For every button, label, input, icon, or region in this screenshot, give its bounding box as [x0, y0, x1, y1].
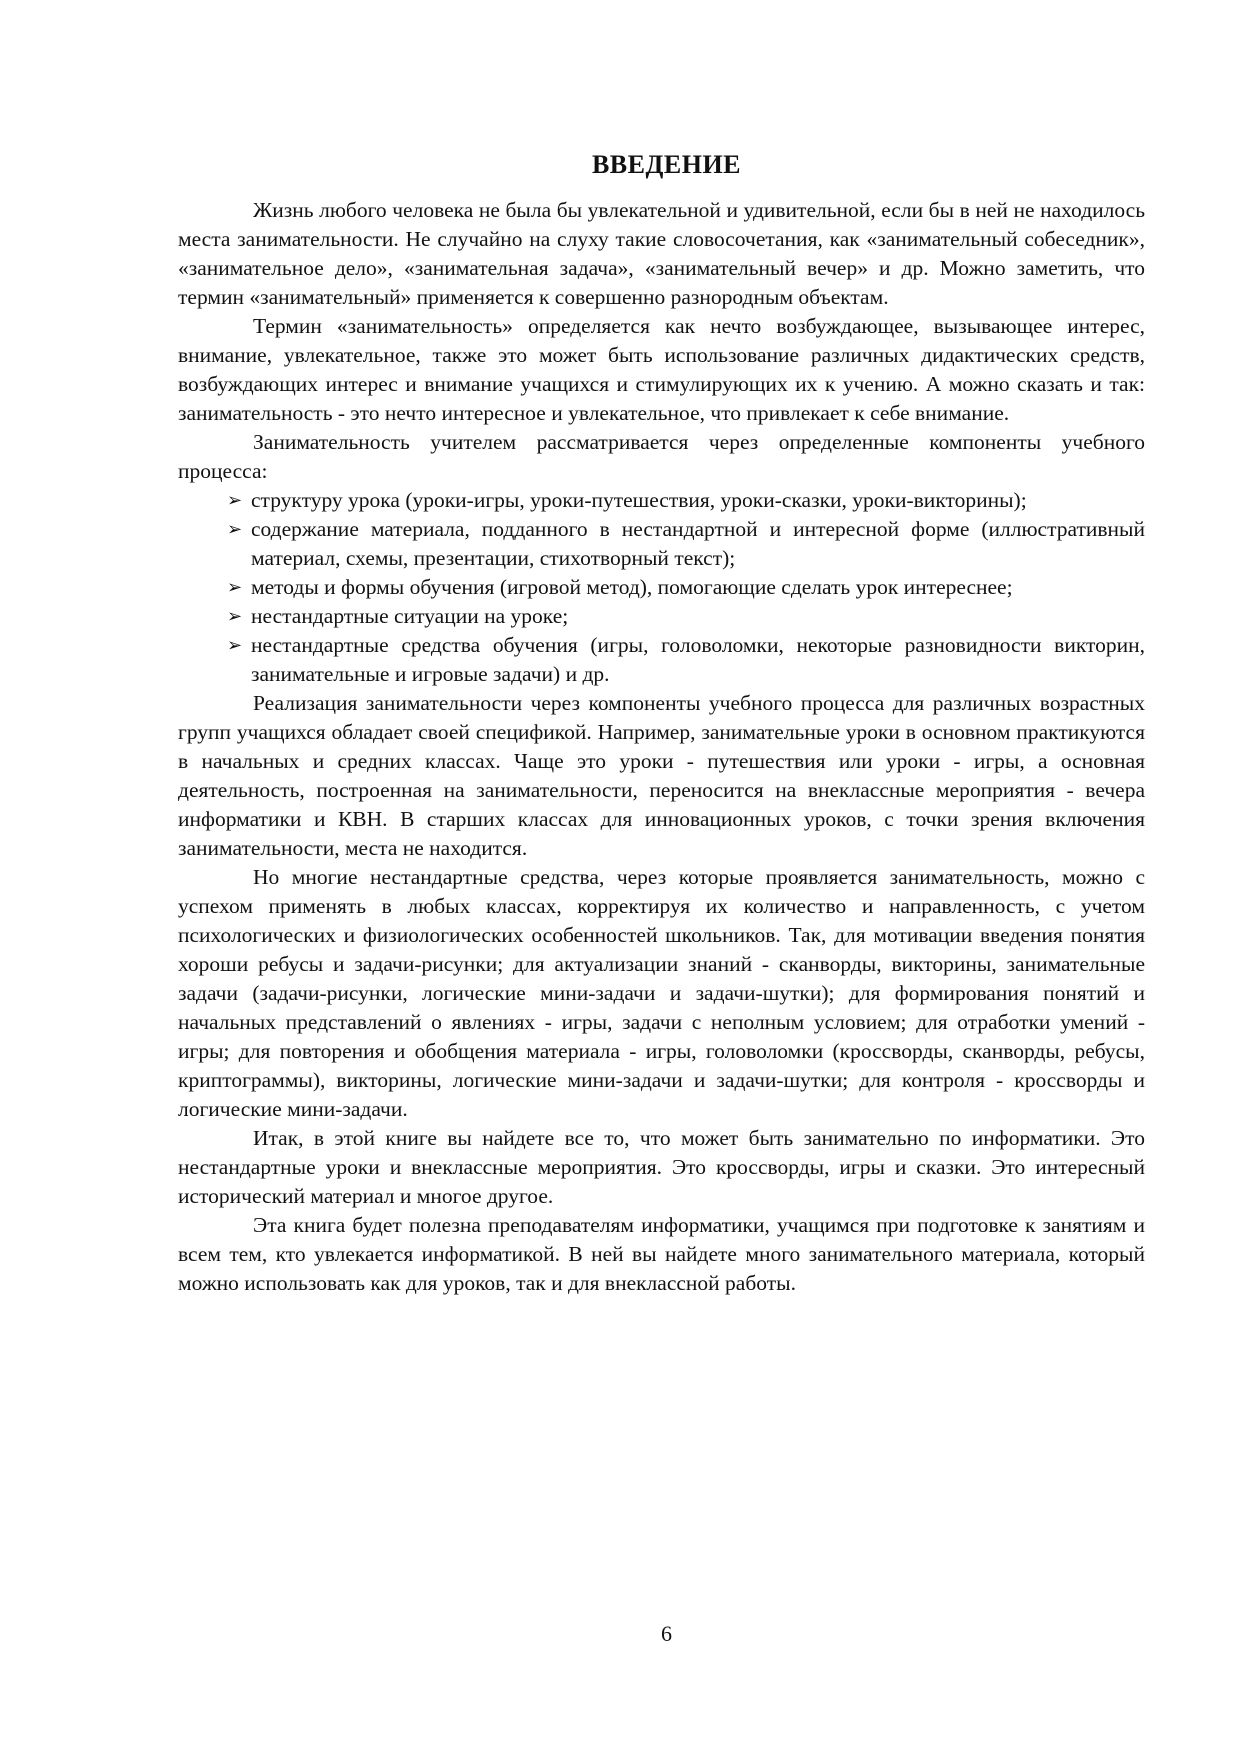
- paragraph-definition: Термин «занимательность» определяется как нечто возбуждающее, вызывающее интерес, внимание, увлекательное, также это может быть использование различных дидактических средств, возбуждающих интерес и внимание учащихся и стимулирующих их к учению. А можно сказать и так: занимательность - это нечто интересное и увлекательное, что привлекает к себе внимание.: [178, 314, 1145, 425]
- components-list: [178, 486, 1145, 689]
- list-item-text: методы и формы обучения (игровой метод), помогающие сделать урок интереснее;: [251, 575, 1013, 599]
- paragraph-implementation: Реализация занимательности через компоненты учебного процесса для различных возрастных групп учащихся обладает своей спецификой. Например, занимательные уроки в основном практикуются в начальных и средних классах. Чаще это уроки - путешествия или уроки - игры, а основная деятельность, построенная на занимательности, переносится на внеклассные мероприятия - вечера информатики и КВН. В старших классах для инновационных уроков, с точки зрения включения занимательности, места не находится.: [178, 691, 1145, 860]
- body-text: [178, 196, 1145, 1298]
- list-item: [227, 631, 1145, 689]
- arrow-bullet-icon: ➢: [227, 606, 243, 627]
- arrow-bullet-icon: ➢: [227, 519, 243, 540]
- list-item-text: структуру урока (уроки-игры, уроки-путешествия, уроки-сказки, уроки-викторины);: [251, 488, 1027, 512]
- arrow-bullet-icon: ➢: [227, 577, 243, 598]
- paragraph-intro: Жизнь любого человека не была бы увлекательной и удивительной, если бы в ней не находилось места занимательности. Не случайно на слуху такие словосочетания, как «занимательный собеседник», «занимательное дело», «занимательная задача», «занимательный вечер» и др. Можно заметить, что термин «занимательный» применяется к совершенно разнородным объектам.: [178, 198, 1145, 309]
- arrow-bullet-icon: ➢: [227, 635, 243, 656]
- arrow-bullet-icon: ➢: [227, 490, 243, 511]
- page-number: 6: [661, 1621, 672, 1646]
- list-item-text: нестандартные ситуации на уроке;: [251, 604, 569, 628]
- paragraph-book-contents: Итак, в этой книге вы найдете все то, что может быть занимательно по информатики. Это нестандартные уроки и внеклассные мероприятия. Это кроссворды, игры и сказки. Это интересный исторический материал и многое другое.: [178, 1126, 1145, 1208]
- paragraph-audience: Эта книга будет полезна преподавателям информатики, учащимся при подготовке к занятиям и всем тем, кто увлекается информатикой. В ней вы найдете много занимательного материала, который можно использовать как для уроков, так и для внеклассной работы.: [178, 1213, 1145, 1295]
- list-item: [227, 486, 1145, 515]
- paragraph-components-lead: Занимательность учителем рассматривается через определенные компоненты учебного процесса:: [178, 430, 1145, 483]
- list-item-text: содержание материала, подданного в нестандартной и интересной форме (иллюстративный материал, схемы, презентации, стихотворный текст);: [251, 517, 1145, 570]
- page-title: ВВЕДЕНИЕ: [591, 150, 742, 180]
- list-item: [227, 515, 1145, 573]
- list-item-text: нестандартные средства обучения (игры, головоломки, некоторые разновидности викторин, занимательные и игровые задачи) и др.: [251, 633, 1145, 686]
- paragraph-nonstandard-tools: Но многие нестандартные средства, через которые проявляется занимательность, можно с успехом применять в любых классах, корректируя их количество и направленность, с учетом психологических и физиологических особенностей школьников. Так, для мотивации введения понятия хороши ребусы и задачи-рисунки; для актуализации знаний - сканворды, викторины, занимательные задачи (задачи-рисунки, логические мини-задачи и задачи-шутки); для формирования понятий и начальных представлений о явлениях - игры, задачи с неполным условием; для отработки умений - игры; для повторения и обобщения материала - игры, головоломки (кроссворды, сканворды, ребусы, криптограммы), викторины, логические мини-задачи и задачи-шутки; для контроля - кроссворды и логические мини-задачи.: [178, 865, 1145, 1121]
- list-item: [227, 573, 1145, 602]
- list-item: [227, 602, 1145, 631]
